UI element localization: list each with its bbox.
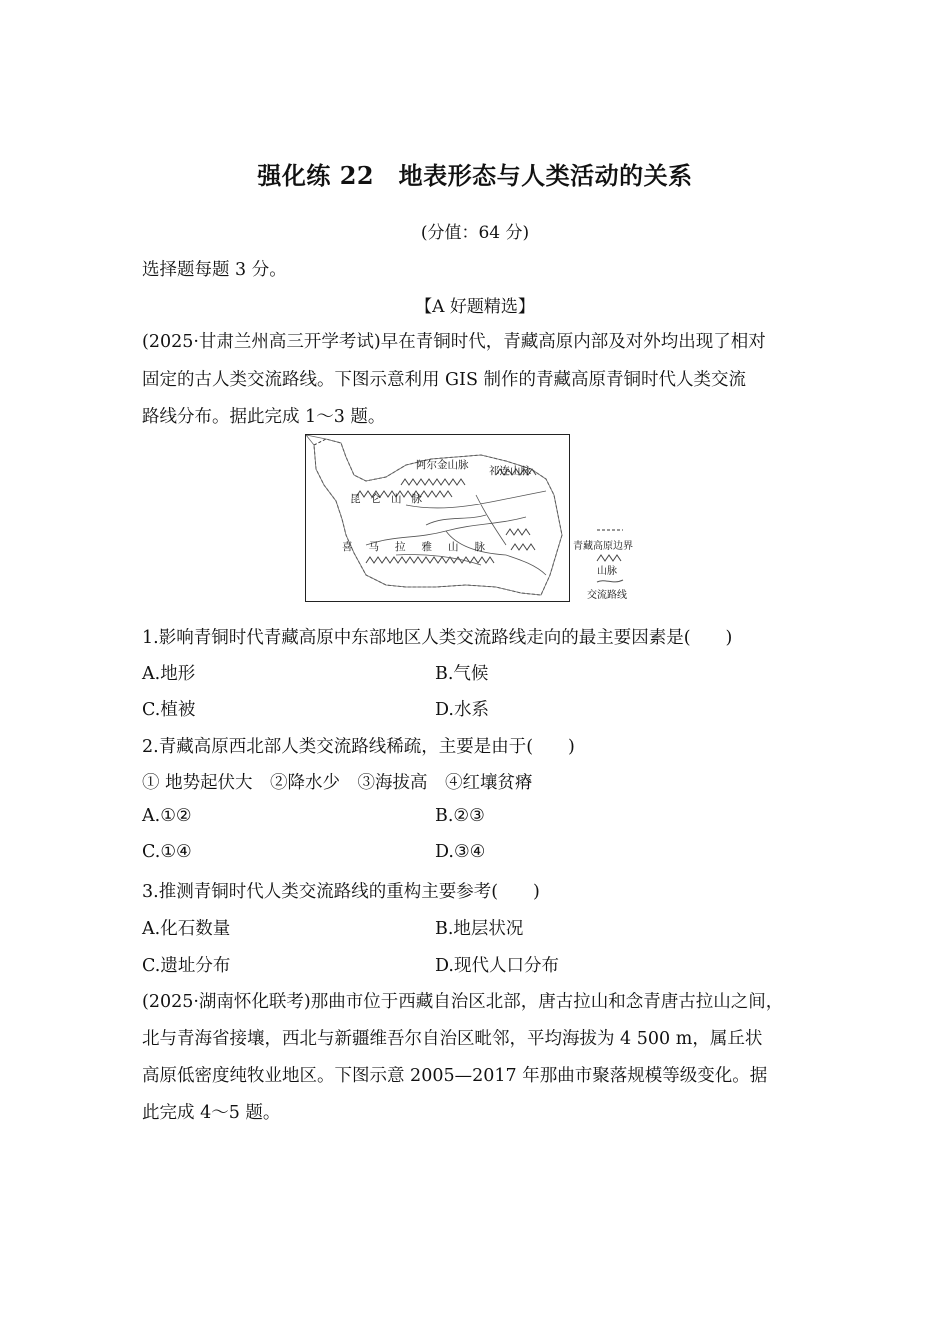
passage2-line: 高原低密度纯牧业地区。下图示意 2005—2017 年那曲市聚落规模等级变化。据 [142, 1066, 768, 1086]
aerjin-label: 阿尔金山脉 [416, 459, 469, 471]
boundary-legend-icon [595, 524, 625, 536]
passage1-line: 路线分布。据此完成 1～3 题。 [142, 407, 386, 427]
scoring-rule: 选择题每题 3 分。 [142, 260, 287, 280]
legend-route-label: 交流路线 [587, 590, 627, 601]
qilian-label: 祁连山脉 [489, 465, 531, 477]
kunlun-label: 昆仑山脉 [350, 493, 432, 505]
q1-option-a[interactable]: A.地形 [142, 664, 196, 684]
himalaya-mountain-icon [366, 557, 494, 563]
q1-option-c[interactable]: C.植被 [142, 700, 196, 720]
passage1-line: (2025·甘肃兰州高三开学考试)早在青铜时代，青藏高原内部及对外均出现了相对 [142, 332, 766, 352]
hengduan-mountain-icon [506, 529, 535, 550]
q3-option-d[interactable]: D.现代人口分布 [435, 956, 559, 976]
q3-option-b[interactable]: B.地层状况 [435, 919, 524, 939]
map-frame [305, 434, 570, 602]
question-1-stem: 1.影响青铜时代青藏高原中东部地区人类交流路线走向的最主要因素是( ) [142, 628, 733, 648]
q3-option-c[interactable]: C.遗址分布 [142, 956, 231, 976]
q1-option-b[interactable]: B.气候 [435, 664, 489, 684]
q2-option-b[interactable]: B.②③ [435, 806, 485, 826]
route-legend-icon [595, 576, 625, 586]
passage2-line: 此完成 4～5 题。 [142, 1103, 281, 1123]
legend-border-label: 青藏高原边界 [573, 541, 633, 552]
q3-option-a[interactable]: A.化石数量 [142, 919, 231, 939]
mountain-legend-icon [595, 552, 625, 562]
tibet-route-map [305, 434, 650, 606]
score-note: (分值：64 分) [420, 223, 530, 243]
page-title: 强化练 22 地表形态与人类活动的关系 [257, 161, 693, 190]
question-2-stem: 2.青藏高原西北部人类交流路线稀疏，主要是由于( ) [142, 737, 575, 757]
q1-option-d[interactable]: D.水系 [435, 700, 489, 720]
section-heading: 【A 好题精选】 [415, 297, 535, 317]
q2-option-c[interactable]: C.①④ [142, 842, 192, 862]
q2-choice-list: ① 地势起伏大 ②降水少 ③海拔高 ④红壤贫瘠 [142, 773, 533, 793]
question-3-stem: 3.推测青铜时代人类交流路线的重构主要参考( ) [142, 882, 540, 902]
passage1-line: 固定的古人类交流路线。下图示意利用 GIS 制作的青藏高原青铜时代人类交流 [142, 370, 747, 390]
himalaya-label: 喜马拉雅山脉 [342, 541, 501, 553]
passage2-line: 北与青海省接壤，西北与新疆维吾尔自治区毗邻，平均海拔为 4 500 m，属丘状 [142, 1029, 763, 1049]
q2-option-a[interactable]: A.①② [142, 806, 192, 826]
aerjin-mountain-icon [401, 479, 465, 485]
legend-mountain-label: 山脉 [597, 566, 617, 577]
passage2-line: (2025·湖南怀化联考)那曲市位于西藏自治区北部，唐古拉山和念青唐古拉山之间， [142, 992, 784, 1012]
q2-option-d[interactable]: D.③④ [435, 842, 486, 862]
